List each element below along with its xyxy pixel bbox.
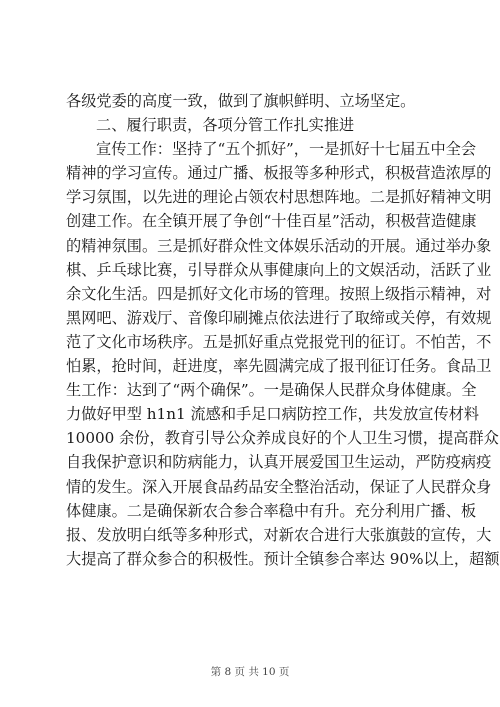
paragraph-line: 怕累，抢时间，赶进度，率先圆满完成了报刊征订任务。食品卫 (66, 357, 492, 376)
paragraph-line: 学习氛围，以先进的理论占领农村思想阵地。二是抓好精神文明 (66, 188, 492, 207)
paragraph-line: 黑网吧、游戏厅、音像印刷摊点依法进行了取缔或关停，有效规 (66, 308, 492, 327)
paragraph-line: 棋、乒乓球比赛，引导群众从事健康向上的文娱活动，活跃了业 (66, 260, 492, 279)
paragraph-line: 生工作：达到了“两个确保”。一是确保人民群众身体健康。全 (66, 381, 477, 400)
paragraph-line: 报、发放明白纸等多种形式，对新农合进行大张旗鼓的宣传，大 (66, 525, 492, 544)
paragraph-line: 体健康。二是确保新农合参合率稳中有升。充分利用广播、板 (66, 501, 477, 520)
paragraph-line: 创建工作。在全镇开展了争创“十佳百星”活动，积极营造健康 (66, 212, 477, 231)
paragraph-line: 大提高了群众参合的积极性。预计全镇参合率达 90%以上，超额 (66, 549, 500, 568)
body-text (66, 89, 500, 571)
paragraph-line: 力做好甲型 h1n1 流感和手足口病防控工作，共发放宣传材料 (66, 405, 480, 424)
paragraph-line: 宣传工作：坚持了“五个抓好”，一是抓好十七届五中全会 (96, 140, 477, 159)
paragraph-line: 各级党委的高度一致，做到了旗帜鲜明、立场坚定。 (66, 92, 416, 110)
page-number-footer: 第 8 页 共 10 页 (210, 666, 290, 678)
paragraph-line: 余文化生活。四是抓好文化市场的管理。按照上级指示精神，对 (66, 284, 492, 303)
paragraph-line: 精神的学习宣传。通过广播、板报等多种形式，积极营造浓厚的 (66, 164, 492, 183)
paragraph-line: 的精神氛围。三是抓好群众性文体娱乐活动的开展。通过举办象 (66, 236, 492, 255)
paragraph-line: 范了文化市场秩序。五是抓好重点党报党刊的征订。不怕苦，不 (66, 332, 492, 351)
paragraph-line: 10000 余份，教育引导公众养成良好的个人卫生习惯，提高群众 (66, 429, 499, 448)
paragraph-line: 自我保护意识和防病能力，认真开展爱国卫生运动，严防疫病疫 (66, 453, 492, 472)
paragraph-line: 情的发生。深入开展食品药品安全整治活动，保证了人民群众身 (66, 477, 492, 496)
section-heading: 二、履行职责，各项分管工作扎实推进 (96, 116, 355, 135)
